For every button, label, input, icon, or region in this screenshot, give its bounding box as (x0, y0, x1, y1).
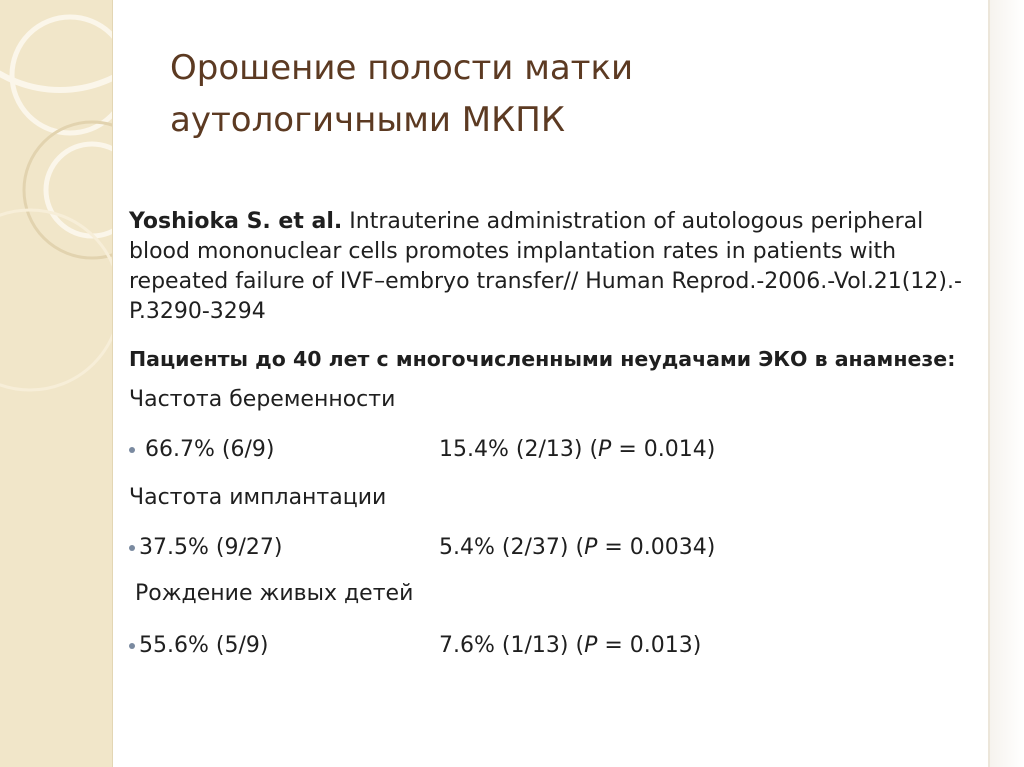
outcome-row-live-birth (129, 631, 979, 661)
bullet-icon (129, 447, 135, 453)
p-symbol: P (584, 535, 598, 560)
bullet-icon (129, 545, 135, 551)
control-group-value: 5.4% (2/37) (P = 0.0034) (439, 535, 716, 560)
treatment-group-value: 66.7% (6/9) (145, 437, 275, 462)
decor-circle-5 (0, 210, 112, 390)
control-value: 15.4% (2/13) (439, 437, 583, 462)
p-value: 0.0034 (629, 535, 707, 560)
decor-circle-1 (0, 0, 112, 90)
treatment-group-value: 55.6% (5/9) (139, 633, 269, 658)
outcome-row-pregnancy (129, 435, 979, 465)
citation-paragraph (129, 207, 979, 327)
decor-circle-2 (12, 17, 112, 133)
p-symbol: P (598, 437, 612, 462)
control-group-value: 15.4% (2/13) (P = 0.014) (439, 437, 716, 462)
outcome-label-implantation: Частота имплантации (129, 485, 387, 510)
slide-title-line-1: Орошение полости матки (170, 48, 634, 88)
control-value: 5.4% (2/37) (439, 535, 569, 560)
decorative-side-band (0, 0, 113, 767)
citation-authors: Yoshioka S. et al. (129, 209, 343, 234)
bullet-icon (129, 643, 135, 649)
right-edge-shadow (990, 0, 1024, 767)
p-value: 0.014 (643, 437, 707, 462)
slide-title-line-2: аутологичными МКПК (170, 100, 565, 140)
outcome-label-live-birth: Рождение живых детей (135, 581, 414, 606)
control-group-value: 7.6% (1/13) (P = 0.013) (439, 633, 702, 658)
decor-circle-4 (46, 144, 112, 236)
treatment-group-value: 37.5% (9/27) (139, 535, 283, 560)
p-symbol: P (584, 633, 598, 658)
citation-text: Intrauterine administration of autologous peripheral blood mononuclear cells promotes implantation rates in patients with repeated failure of IVF–embryo transfer// Human Reprod.-2006.-Vol.21(12).-P.3290-3294 (129, 209, 962, 324)
slide-title (170, 42, 970, 146)
p-value: 0.013 (629, 633, 693, 658)
control-value: 7.6% (1/13) (439, 633, 569, 658)
patients-note: Пациенты до 40 лет с многочисленными неудачами ЭКО в анамнезе: (129, 347, 956, 371)
decorative-circles (0, 0, 112, 767)
slide-body (129, 207, 979, 661)
outcome-label-pregnancy: Частота беременности (129, 387, 396, 412)
outcome-row-implantation (129, 533, 979, 563)
